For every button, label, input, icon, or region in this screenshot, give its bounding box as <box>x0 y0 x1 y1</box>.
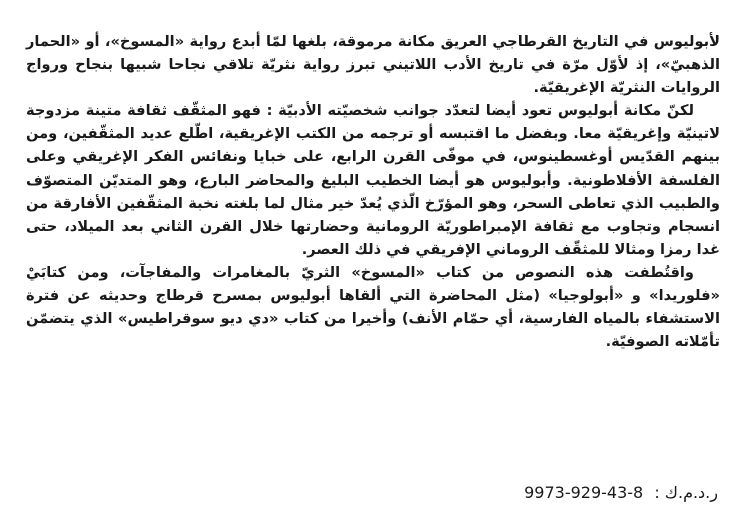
isbn-number: 9973-929-43-8 <box>524 483 644 502</box>
document-body <box>26 30 720 353</box>
paragraph-2: لكنّ مكانة أبوليوس تعود أيضا لتعدّد جوانب شخصيّته الأدبيّة : فهو المثقّف ثقافة متينة مزدوجة لاتينيّة وإغريقيّة معا. وبفضل ما اقتبسه أو ترجمه من الكتب الإغريقية، اطّلع عديد المثقّفين، ومن بينهم القدّيس أوغسطينوس، في موفّى القرن الرابع، على خبايا ونفائس الفكر الإغريقي وعلى الفلسفة الأفلاطونية. وأبوليوس هو أيضا الخطيب البليغ والمحاضر البارع، وهو المتديّن المتصوّف والطبيب الذي تعاطى السحر، وهو المؤرّخ الّذي يُعدّ خير مثال لما بلغته نخبة المثقّفين الأفارقة من انسجام وتجاوب مع ثقافة الإمبراطوريّة الرومانية وحضارتها خلال القرن الثاني بعد الميلاد، حتى غدا رمزا ومثالا للمثقّف الروماني الإفريقي في ذلك العصر. <box>26 102 720 258</box>
isbn-line <box>0 483 718 502</box>
paragraph-3: واقتُطفت هذه النصوص من كتاب «المسوخ» الثريّ بالمغامرات والمفاجآت، ومن كتابَيْ «فلوريدا» و «أبولوجيا» (مثل المحاضرة التي ألقاها أبوليوس بمسرح قرطاج وحديثه عن فترة الاستشفاء بالمياه الفارسية، أي حمّام الأنف) وأخيرا من كتاب «دي ديو سوقراطيس» الذي يتضمّن تأمّلاته الصوفيّة. <box>26 263 720 351</box>
isbn-label: ر.د.م.ك : <box>654 483 718 502</box>
paragraph-1: لأبوليوس في التاريخ القرطاجي العريق مكانة مرموقة، بلغها لمّا أبدع رواية «المسوخ»، أو «الحمار الذهبيّ»، إذ لأوّل مرّة في تاريخ الأدب اللاتيني تبرز رواية نثريّة تلاقي نجاحا شبيها بنجاح ورواج الروايات النثريّة الإغريقيّة. <box>26 33 720 97</box>
